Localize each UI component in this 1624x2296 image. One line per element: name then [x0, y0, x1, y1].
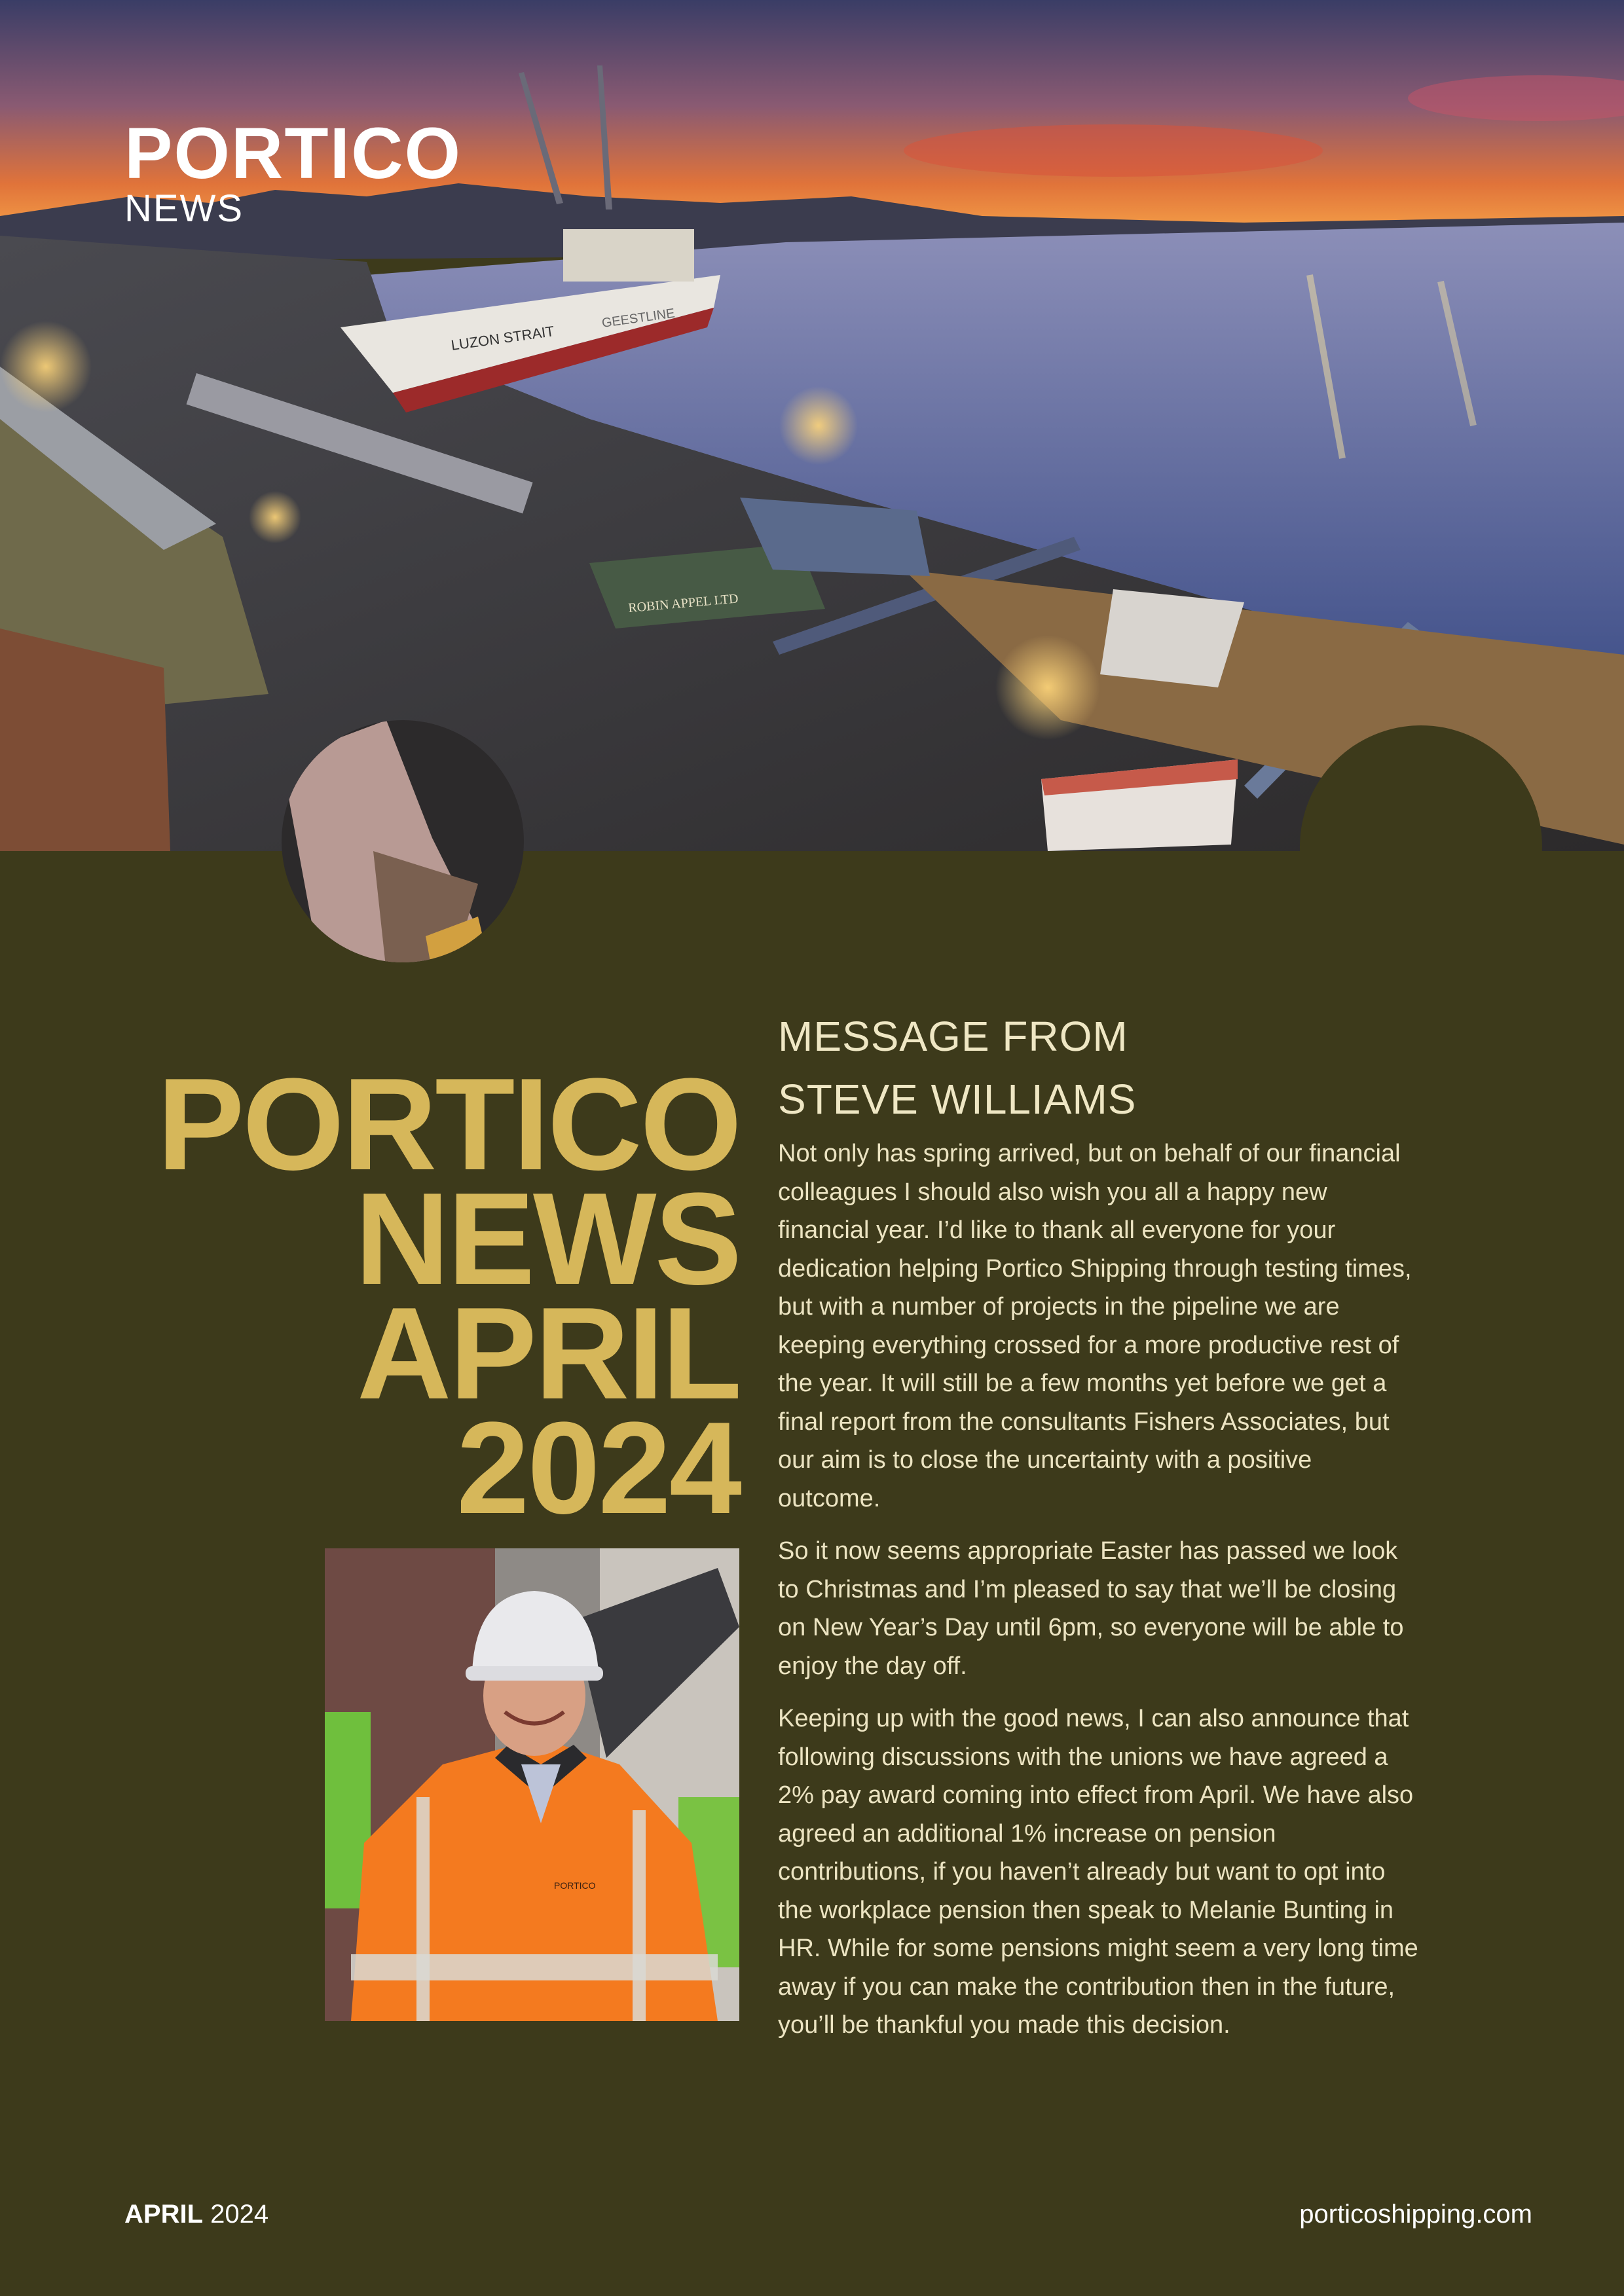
ship-line: GEESTLINE: [600, 306, 676, 331]
message-heading: [778, 1005, 1407, 1131]
heading-line-1: MESSAGE FROM: [778, 1013, 1128, 1060]
truck-brand: ROBIN APPEL LTD: [627, 591, 739, 615]
steve-williams-portrait: [325, 1548, 739, 2021]
portrait-photo: [325, 1548, 739, 2021]
footer-month: APRIL: [124, 2200, 203, 2229]
title-line-3: APRIL: [357, 1281, 740, 1427]
footer-website-link[interactable]: porticoshipping.com: [1299, 2200, 1532, 2229]
title-line-1: PORTICO: [157, 1051, 740, 1197]
logo-subtitle: NEWS: [124, 187, 244, 230]
paragraph-2: So it now seems appropriate Easter has passed we look to Christmas and I’m pleased to say that we’ll be closing on New Year’s Day until 6pm, so everyone will be able to enjoy the day off.: [778, 1537, 1404, 1680]
circle-photo-overlap: [282, 720, 524, 972]
issue-title: [118, 1051, 740, 1541]
title-line-4: 2024: [456, 1395, 740, 1541]
paragraph-1: Not only has spring arrived, but on behalf of our financial colleagues I should also wish you all a happy new financial year. I’d like to thank all everyone for your dedication helping Portico Shipping through testing times, but with a number of projects in the pipeline we are keeping everything crossed for a more productive rest of the year. It will still be a few months yet before we get a final report from the consultants Fishers Associates, but our aim is to close the uncertainty with a positive outcome.: [778, 1140, 1412, 1512]
portico-logo: [124, 113, 462, 230]
footer-year: 2024: [210, 2200, 269, 2229]
heading-line-2: STEVE WILLIAMS: [778, 1076, 1137, 1123]
logo-wordmark: PORTICO: [124, 113, 462, 194]
footer-date: [124, 2200, 268, 2229]
ship-name: LUZON STRAIT: [450, 323, 556, 354]
paragraph-3: Keeping up with the good news, I can also announce that following discussions with the unions we have agreed a 2% pay award coming into effect from April. We have also agreed an additional 1% increase on pension contributions, if you haven’t already but want to opt into the workplace pension then speak to Melanie Bunting in HR. While for some pensions might seem a very long time away if you can make the contribution then in the future, you’ll be thankful you made this decision.: [778, 1705, 1418, 2039]
message-body: [778, 1135, 1420, 2059]
title-line-2: NEWS: [355, 1166, 740, 1312]
jacket-label: PORTICO: [554, 1880, 596, 1891]
